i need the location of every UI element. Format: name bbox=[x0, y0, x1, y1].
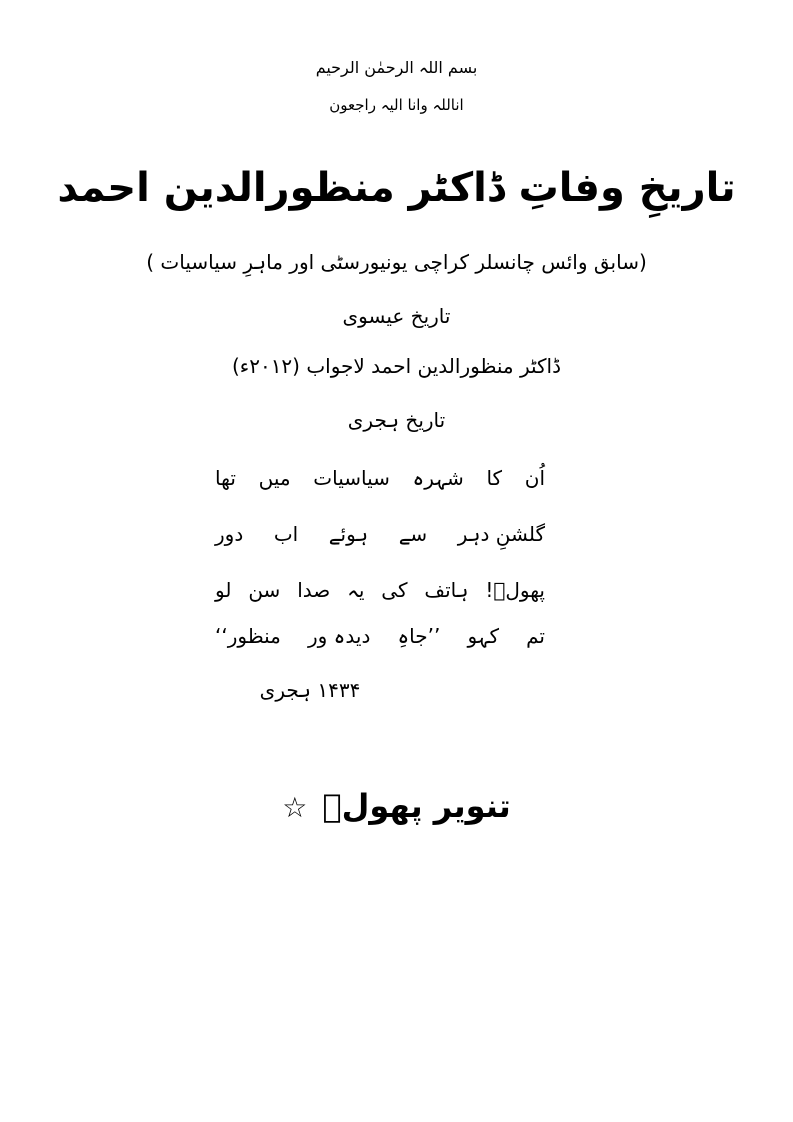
poem-word: اب bbox=[273, 522, 299, 546]
poem-word: کا bbox=[486, 466, 503, 490]
poem-word: ہاتف bbox=[424, 578, 469, 602]
poem-word: دور bbox=[215, 522, 244, 546]
gregorian-date-line: ڈاکٹر منظورالدین احمد لاجواب (۲۰۱۲ء) bbox=[231, 354, 562, 378]
poem-word: لو bbox=[215, 578, 232, 602]
star-icon: ☆ bbox=[282, 791, 308, 824]
poem-word: کی bbox=[381, 578, 408, 602]
author-name: تنویر پھولؔ bbox=[322, 787, 511, 825]
author-signature bbox=[0, 787, 793, 825]
poem-word: سن bbox=[248, 578, 281, 602]
inna-lillah-line: اناللہ وانا الیہ راجعون bbox=[329, 96, 464, 114]
poem-word: پھولؔ! bbox=[485, 578, 545, 602]
poem-word: میں bbox=[258, 466, 291, 490]
poem-word: ہوئے bbox=[328, 522, 369, 546]
poem-word: منظور‘‘ bbox=[215, 624, 281, 648]
poem-word: کہو bbox=[467, 624, 500, 648]
poem-line bbox=[215, 626, 545, 646]
poem-word: دیدہ ور bbox=[307, 624, 371, 648]
poem-word: تم bbox=[526, 624, 545, 648]
poem-word: اُن bbox=[524, 466, 545, 490]
poem-line bbox=[215, 524, 545, 544]
subtitle: (سابق وائس چانسلر کراچی یونیورسٹی اور ماہرِ سیاسیات ) bbox=[146, 250, 647, 274]
poem-word: گلشنِ دہر bbox=[457, 522, 545, 546]
poem-word: یہ bbox=[347, 578, 365, 602]
poem-line bbox=[215, 580, 545, 600]
poem-word: شہرہ bbox=[412, 466, 464, 490]
poem-word: سیاسیات bbox=[313, 466, 390, 490]
poem-word: ’’جاہِ bbox=[397, 624, 441, 648]
hijri-year-line: ۱۴۳۴ ہجری bbox=[259, 678, 361, 702]
poem-line bbox=[215, 468, 545, 488]
poem-word: تھا bbox=[215, 466, 236, 490]
hijri-date-heading: تاریخ ہجری bbox=[347, 408, 446, 432]
page-title: تاریخِ وفاتِ ڈاکٹر منظورالدین احمد bbox=[57, 165, 736, 211]
gregorian-date-heading: تاریخ عیسوی bbox=[342, 304, 451, 328]
poem-word: صدا bbox=[297, 578, 331, 602]
poem-word: سے bbox=[398, 522, 428, 546]
bismillah: بسم اللہ الرحمٰن الرحیم bbox=[315, 58, 478, 77]
